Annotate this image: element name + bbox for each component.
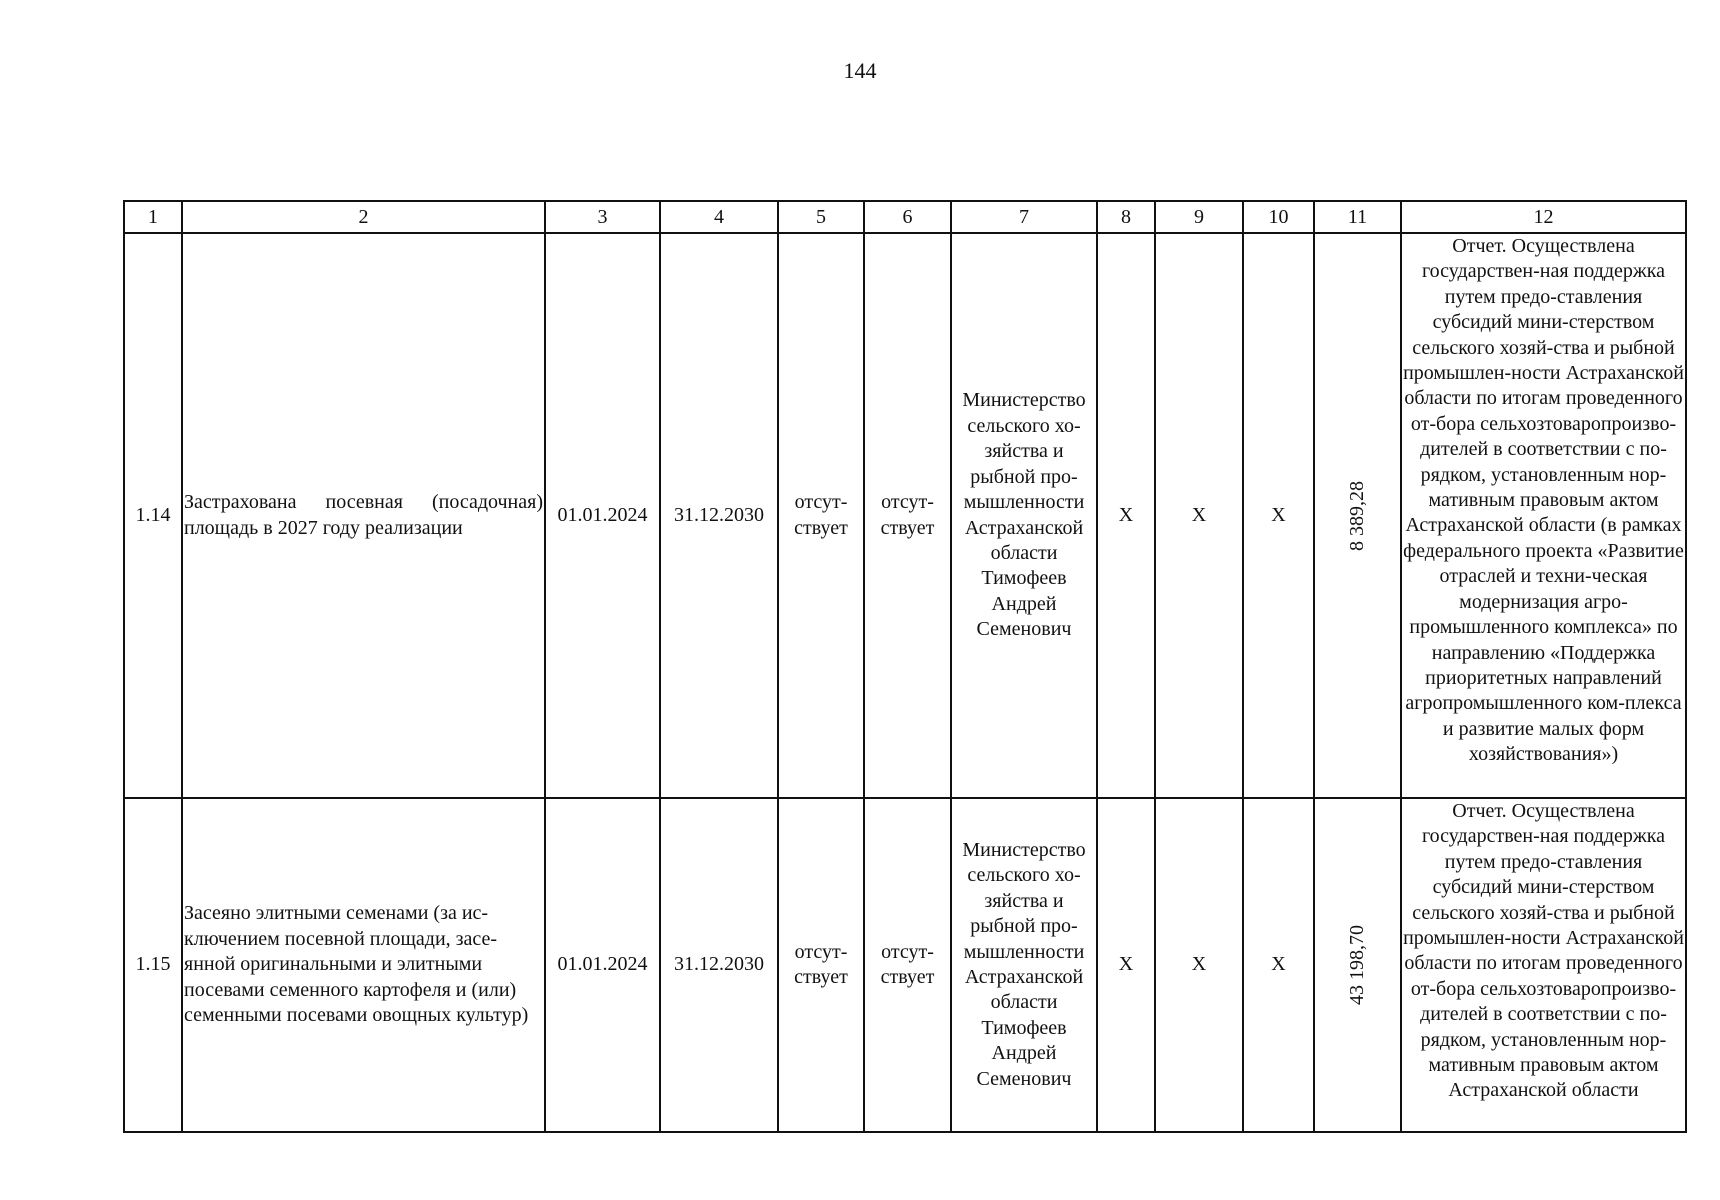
responsible-cell: Министерство сельского хо-зяйства и рыбной про-мышленности Астраханской области Тимофеев Андрей Семенович [951,233,1097,798]
report-cell: Отчет. Осуществлена государствен-ная поддержка путем предо-ставления субсидий мини-стерством сельского хозяй-ства и рыбной промышлен-ности Астраханской области по итогам проведенного от-бора сельхозтоваропроизво-дителей в соответствии с по-рядком, установленным нор-мативным правовым актом Астраханской области (в рамках федерального проекта «Развитие отраслей и техни-ческая модернизация агро-промышленного комплекса» по направлению «Поддержка приоритетных направлений агропромышленного ком-плекса и развитие малых форм хозяйствования») [1401,233,1686,798]
header-cell: 4 [660,201,778,233]
end-date-cell: 31.12.2030 [660,233,778,798]
header-cell: 2 [182,201,545,233]
col5-cell: отсут-ствует [778,798,864,1132]
header-cell: 10 [1243,201,1314,233]
header-cell: 11 [1314,201,1401,233]
row-number-cell: 1.15 [124,798,182,1132]
col10-cell: X [1243,233,1314,798]
col8-cell: X [1097,798,1155,1132]
header-cell: 8 [1097,201,1155,233]
start-date-cell: 01.01.2024 [545,798,660,1132]
col5-cell: отсут-ствует [778,233,864,798]
end-date-cell: 31.12.2030 [660,798,778,1132]
header-cell: 1 [124,201,182,233]
col10-cell: X [1243,798,1314,1132]
amount-value: 43 198,70 [1345,925,1368,1005]
page-number: 144 [843,58,877,83]
header-cell: 6 [864,201,951,233]
table-header-row [124,201,1686,233]
responsible-cell: Министерство сельского хо-зяйства и рыбной про-мышленности Астраханской области Тимофеев Андрей Семенович [951,798,1097,1132]
header-cell: 12 [1401,201,1686,233]
header-cell: 5 [778,201,864,233]
start-date-cell: 01.01.2024 [545,233,660,798]
col9-cell: X [1155,233,1243,798]
header-cell: 9 [1155,201,1243,233]
col6-cell: отсут-ствует [864,233,951,798]
amount-cell [1314,798,1401,1132]
col6-cell: отсут-ствует [864,798,951,1132]
table-row [124,798,1686,1132]
measure-name-cell: Застрахована посевная (посадочная) площадь в 2027 году реализации [182,233,545,798]
amount-cell [1314,233,1401,798]
amount-value: 8 389,28 [1345,480,1368,551]
table-row [124,233,1686,798]
plan-table [123,200,1687,1133]
col8-cell: X [1097,233,1155,798]
header-cell: 3 [545,201,660,233]
measure-name-cell: Засеяно элитными семенами (за ис-ключением посевной площади, засе-янной оригинальными и элитными посевами семенного картофеля и (или) семенными посевами овощных культур) [182,798,545,1132]
report-cell: Отчет. Осуществлена государствен-ная поддержка путем предо-ставления субсидий мини-стерством сельского хозяй-ства и рыбной промышлен-ности Астраханской области по итогам проведенного от-бора сельхозтоваропроизво-дителей в соответствии с по-рядком, установленным нор-мативным правовым актом Астраханской области [1401,798,1686,1132]
row-number-cell: 1.14 [124,233,182,798]
col9-cell: X [1155,798,1243,1132]
header-cell: 7 [951,201,1097,233]
